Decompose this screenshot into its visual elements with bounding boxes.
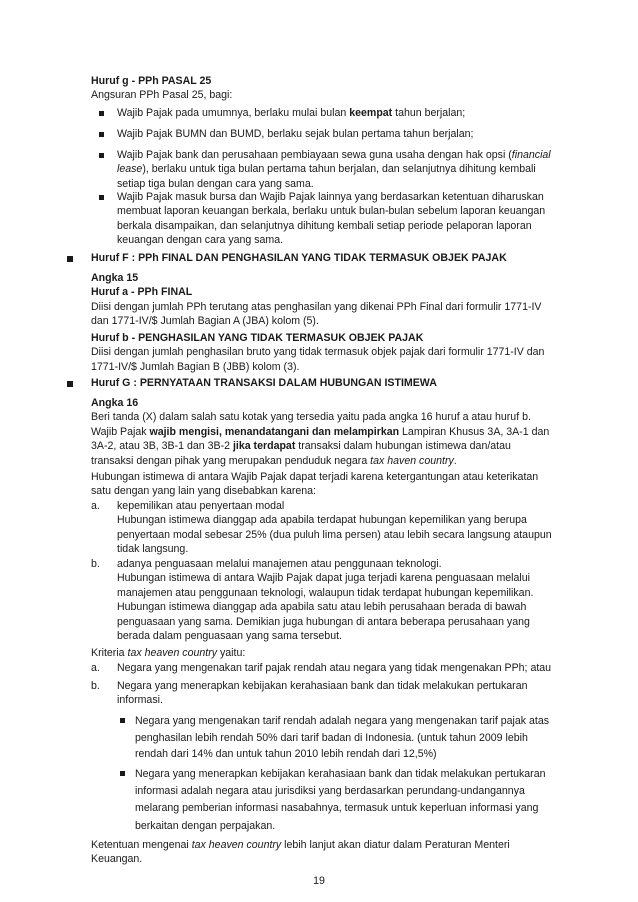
pph25-bullet-1: Wajib Pajak pada umumnya, berlaku mulai bulan keempat tahun berjalan; xyxy=(117,107,466,119)
hurufF-b-line1: Diisi dengan jumlah penghasilan bruto yang tidak termasuk objek pajak dari formulir 1771-IV dan xyxy=(91,346,545,359)
kriteria-heading: Kriteria tax heaven country yaitu: xyxy=(91,647,246,659)
hurufG-paragraph-1: Angka 16 Beri tanda (X) dalam salah satu kotak yang tersedia yaitu pada angka 16 huruf a atau huruf b. Wajib Pajak wajib mengisi, menandatangani dan melampirkan Lampiran Khusus 3A, 3A-1 dan 3A-2, atau 3B, 3B-1 dan 3B-2 jika terdapat transaksi dalam hubungan istimewa dan/atau transaksi dengan pihak yang merupakan penduduk negara tax haven country. xyxy=(91,396,561,468)
bullet-square-icon xyxy=(99,153,104,158)
hurufF-a-line1: Diisi dengan jumlah PPh terutang atas penghasilan yang dikenai PPh Final dari formulir 1771-IV xyxy=(91,300,542,313)
kriteria-item-a: Negara yang mengenakan tarif pajak rendah atau negara yang tidak mengenakan PPh; atau xyxy=(117,662,552,674)
hurufF-heading: Huruf F : PPh FINAL DAN PENGHASILAN YANG TIDAK TERMASUK OBJEK PAJAK xyxy=(91,252,507,264)
kriteria-subitem-1: Negara yang mengenakan tarif rendah adalah negara yang mengenakan tarif pajak atas penghasilan lebih rendah 50% dari tarif badan di Indonesia. (untuk tahun 2009 lebih rendah dari 14% dan untuk tahun 2010 lebih rendah dari 12,5%) xyxy=(135,715,550,761)
bullet-square-icon xyxy=(120,771,125,776)
pph25-bullet-3: Wajib Pajak bank dan perusahaan pembiayaan sewa guna usaha dengan hak opsi (financial lease), berlaku untuk tiga bulan pertama tahun berjalan, dan selanjutnya dihitung kembali setiap tiga bulan dengan cara yang sama. xyxy=(117,149,551,190)
closing-paragraph: Ketentuan mengenai tax heaven country lebih lanjut akan diatur dalam Peraturan Menteri Keuangan. xyxy=(91,839,510,866)
section-bullet-icon xyxy=(67,381,73,387)
hurufF-angka: Angka 15 Huruf a - PPh FINAL Diisi dengan jumlah PPh terutang atas penghasilan yang dikenai PPh Final dari formulir 1771-IV dan 1771-IV/$ Jumlah Bagian A (JBA) kolom (5). xyxy=(91,271,561,329)
hurufF-a-title: Huruf a - PPh FINAL xyxy=(91,286,193,299)
bullet-square-icon xyxy=(120,718,125,723)
hurufG-item-a: kepemilikan atau penyertaan modal Hubungan istimewa dianggap ada apabila terdapat hubungan kepemilikan yang berupa penyertaan modal sebesar 25% (dua puluh lima persen) atau lebih secara langsung ataupun tidak langsung. xyxy=(117,500,552,556)
bullet-square-icon xyxy=(99,111,104,116)
page-number: 19 xyxy=(313,875,325,887)
hurufG-angka: Angka 16 xyxy=(91,397,139,409)
pph25-bullet-4: Wajib Pajak masuk bursa dan Wajib Pajak lainnya yang berdasarkan ketentuan diharuskan membuat laporan keuangan berkala, berlaku untuk bulan-bulan sebelum laporan keuangan berkala disampaikan, dan selanjutnya dihitung kembali setiap periode pelaporan laporan keuangan dengan cara yang sama. xyxy=(117,191,546,247)
bullet-square-icon xyxy=(99,132,104,137)
kriteria-label-b: b. xyxy=(91,680,100,692)
hurufG-heading: Huruf G : PERNYATAAN TRANSAKSI DALAM HUBUNGAN ISTIMEWA xyxy=(91,377,437,389)
kriteria-label-a: a. xyxy=(91,662,100,674)
hurufG-paragraph-2: Hubungan istimewa di antara Wajib Pajak dapat terjadi karena ketergantungan atau keterikatan satu dengan yang lain yang disebabkan karena: xyxy=(91,471,539,498)
pph25-subtitle: Angsuran PPh Pasal 25, bagi: xyxy=(91,89,233,102)
kriteria-subitem-2: Negara yang menerapkan kebijakan kerahasiaan bank dan tidak melakukan pertukaran informasi adalah negara atau jurisdiksi yang berdasarkan perundang-undangannya melarang pemberian informasi nasabahnya, termasuk untuk keperluan informasi yang berkaitan dengan perpajakan. xyxy=(135,768,546,832)
kriteria-item-b: Negara yang menerapkan kebijakan kerahasiaan bank dan tidak melakukan pertukaran informasi. xyxy=(117,680,528,707)
hurufF-a-line2: dan 1771-IV/$ Jumlah Bagian A (JBA) kolom (5). xyxy=(91,315,319,328)
pph25-title: Huruf g - PPh PASAL 25 xyxy=(91,75,212,87)
bullet-square-icon xyxy=(99,195,104,200)
hurufF-b xyxy=(91,331,561,374)
hurufF-b-title: Huruf b - PENGHASILAN YANG TIDAK TERMASUK OBJEK PAJAK xyxy=(91,332,424,344)
hurufF-b-line2: 1771-IV/$ Jumlah Bagian B (JBB) kolom (3). xyxy=(91,360,300,373)
pph25-section xyxy=(91,74,561,103)
pph25-bullet-2: Wajib Pajak BUMN dan BUMD, berlaku sejak bulan pertama tahun berjalan; xyxy=(117,128,474,140)
list-label-a: a. xyxy=(91,500,100,512)
list-label-b: b. xyxy=(91,558,100,570)
section-bullet-icon xyxy=(67,256,73,262)
hurufG-item-b: adanya penguasaan melalui manajemen atau penggunaan teknologi. Hubungan istimewa di antara Wajib Pajak dapat juga terjadi karena penguasaan melalui manajemen atau penggunaan teknologi, walaupun tidak terdapat hubungan kepemilikan. Hubungan istimewa dianggap ada apabila satu atau lebih perusahaan berada di bawah penguasaan yang sama. Demikian juga hubungan di antara beberapa perusahaan yang berada dalam penguasaan yang sama tersebut. xyxy=(117,558,534,643)
